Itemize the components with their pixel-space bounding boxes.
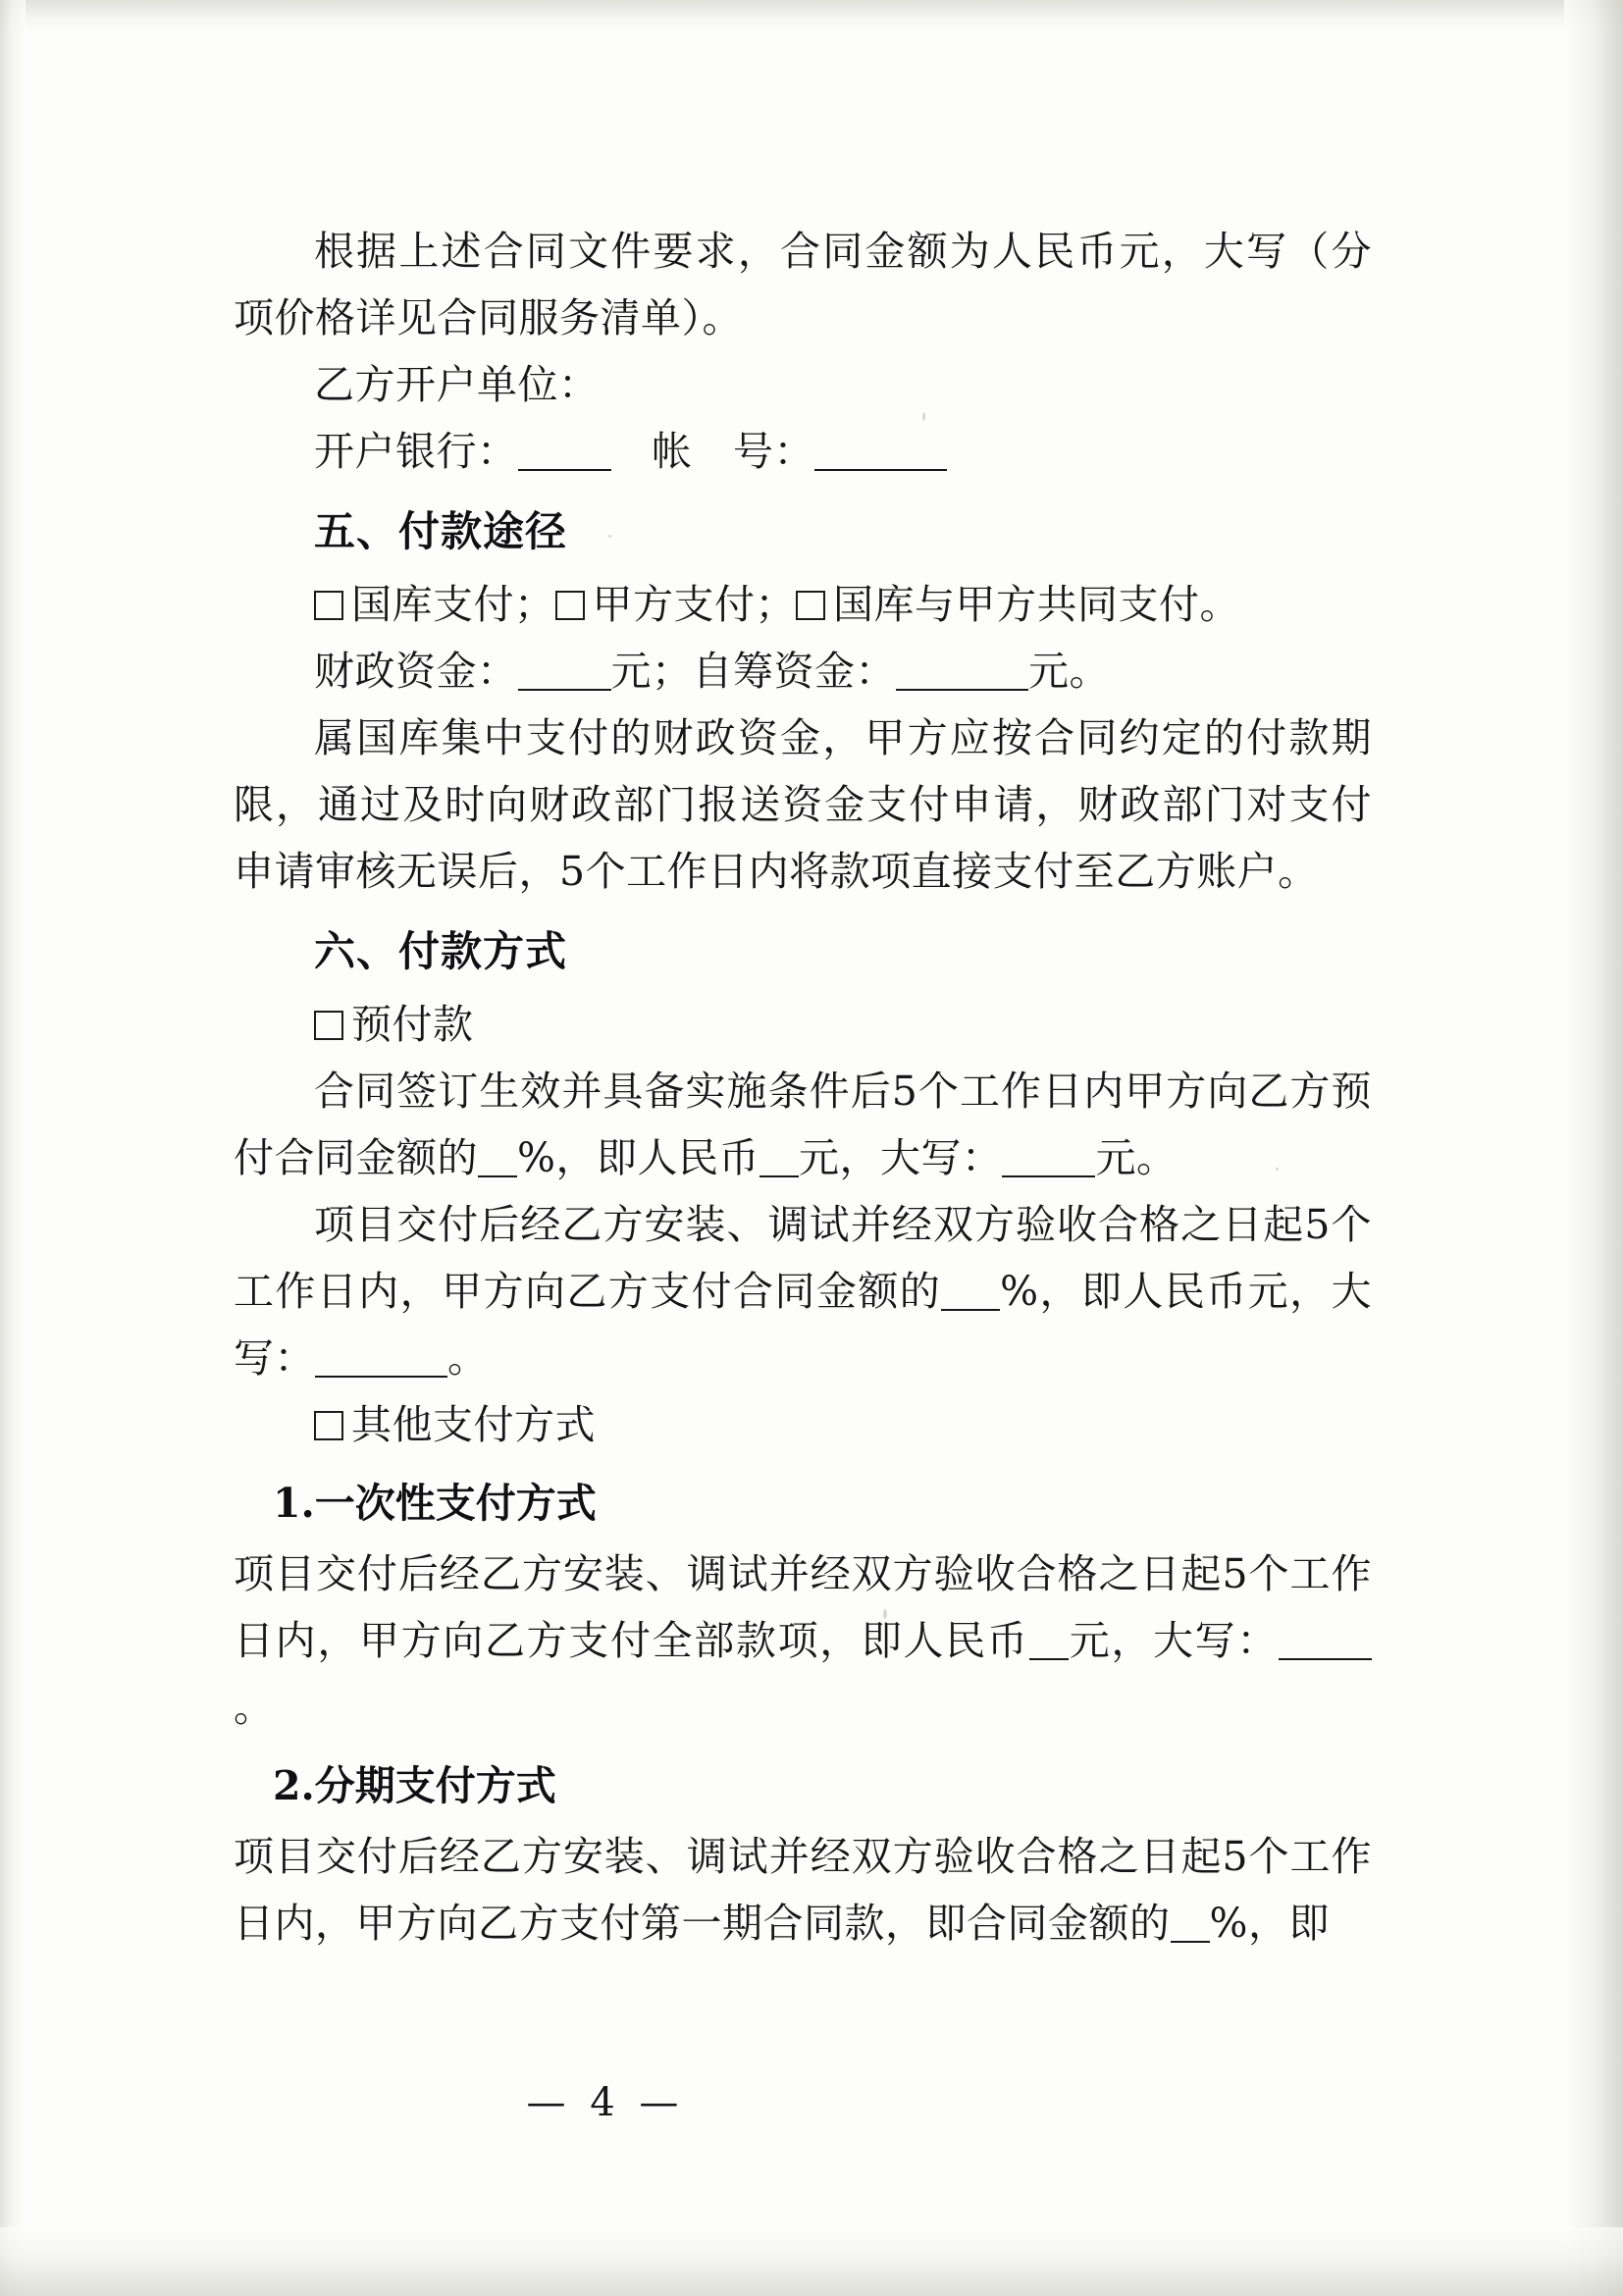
acceptance-amount-words-blank[interactable] — [315, 1376, 447, 1378]
paragraph-party-b-account-unit: 乙方开户单位： — [314, 361, 600, 408]
self-raised-funds-blank[interactable] — [896, 689, 1028, 691]
page-number-label: — 4 — — [526, 2080, 685, 2125]
heading-payment-channel: 五、付款途径 — [314, 507, 568, 555]
lump-sum-amount-words-blank[interactable] — [1279, 1658, 1372, 1660]
lump-sum-text-3: 。 — [234, 1684, 275, 1731]
prepayment-percent-blank[interactable] — [478, 1175, 517, 1177]
paragraph-lump-sum-terms — [234, 1540, 1372, 1741]
bank-name-blank[interactable] — [518, 469, 611, 471]
lump-sum-text-1: 项目交付后经乙方安装、调试并经双方验收合格之日起5个工作日内，甲方向乙方支付全部款项，即人民币 — [234, 1550, 1372, 1664]
paragraph-funds — [234, 638, 1372, 704]
acceptance-text-1: 项目交付后经乙方安装、调试并经双方验收合格之日起5个工作日内，甲方向乙方支付合同金额的 — [234, 1201, 1372, 1315]
scan-edge-right — [1564, 0, 1623, 2296]
installment-text-1: 项目交付后经乙方安装、调试并经双方验收合格之日起5个工作日内，甲方向乙方支付第一期合同款，即合同金额的 — [234, 1833, 1372, 1947]
scan-edge-top — [0, 0, 1623, 33]
subheading-installment: 2.分期支付方式 — [273, 1762, 556, 1809]
funds-unit-suffix: 元。 — [1028, 648, 1110, 695]
page-number — [0, 2080, 1623, 2125]
prepayment-amount-blank[interactable] — [759, 1175, 799, 1177]
lump-sum-amount-blank[interactable] — [1029, 1658, 1069, 1660]
acceptance-text-3: 。 — [447, 1334, 489, 1382]
checkbox-icon-treasury-payment[interactable] — [314, 591, 343, 620]
scan-edge-left — [0, 0, 26, 2296]
checkbox-icon-other-payment[interactable] — [314, 1411, 343, 1440]
checkbox-icon-prepayment[interactable] — [314, 1011, 343, 1040]
paragraph-prepayment-option — [234, 991, 1372, 1058]
paragraph-payment-channel-options — [234, 571, 1372, 638]
installment-text-2: %，即 — [1209, 1900, 1330, 1947]
option-joint-payment: 国库与甲方共同支付。 — [833, 581, 1240, 628]
acceptance-text-2: %，即人民币元，大写： — [234, 1268, 1372, 1382]
fiscal-funds-label: 财政资金： — [314, 648, 518, 695]
self-raised-funds-label: 元；自筹资金： — [610, 648, 896, 695]
scan-edge-bottom — [0, 2227, 1623, 2296]
paragraph-bank-account — [234, 418, 1372, 485]
account-label: 帐 号： — [610, 428, 814, 475]
acceptance-percent-blank[interactable] — [941, 1309, 1000, 1311]
paragraph-contract-amount: 根据上述合同文件要求，合同金额为人民币元，大写（分项价格详见合同服务清单）。 — [234, 228, 1372, 341]
option-prepayment: 预付款 — [351, 1001, 474, 1048]
prepayment-amount-words-blank[interactable] — [1002, 1175, 1095, 1177]
paragraph-prepayment-terms — [234, 1058, 1372, 1191]
document-body — [234, 218, 1372, 1957]
checkbox-icon-party-a-payment[interactable] — [555, 591, 585, 620]
checkbox-icon-joint-payment[interactable] — [796, 591, 825, 620]
prepayment-text-4: 元。 — [1095, 1134, 1178, 1181]
lump-sum-text-2: 元，大写： — [1068, 1617, 1280, 1664]
option-other-payment: 其他支付方式 — [351, 1401, 596, 1448]
fiscal-funds-blank[interactable] — [518, 689, 611, 691]
subheading-lump-sum: 1.一次性支付方式 — [273, 1480, 597, 1527]
installment-percent-blank[interactable] — [1171, 1941, 1210, 1943]
paragraph-installment-terms — [234, 1823, 1372, 1957]
paragraph-acceptance-payment — [234, 1191, 1372, 1391]
account-number-blank[interactable] — [814, 469, 947, 471]
prepayment-text-3: 元，大写： — [798, 1134, 1003, 1181]
paragraph-treasury-centralized: 属国库集中支付的财政资金，甲方应按合同约定的付款期限，通过及时向财政部门报送资金支付申请，财政部门对支付申请审核无误后，5个工作日内将款项直接支付至乙方账户。 — [234, 714, 1372, 895]
option-treasury-payment: 国库支付； — [351, 581, 555, 628]
heading-payment-method: 六、付款方式 — [314, 927, 568, 975]
bank-label: 开户银行： — [314, 428, 518, 475]
paragraph-other-payment-option — [234, 1391, 1372, 1458]
prepayment-text-1: 合同签订生效并具备实施条件后5个工作日内甲方向乙方预付合同金额的 — [234, 1068, 1372, 1181]
option-party-a-payment: 甲方支付； — [592, 581, 796, 628]
prepayment-text-2: %，即人民币 — [517, 1134, 759, 1181]
